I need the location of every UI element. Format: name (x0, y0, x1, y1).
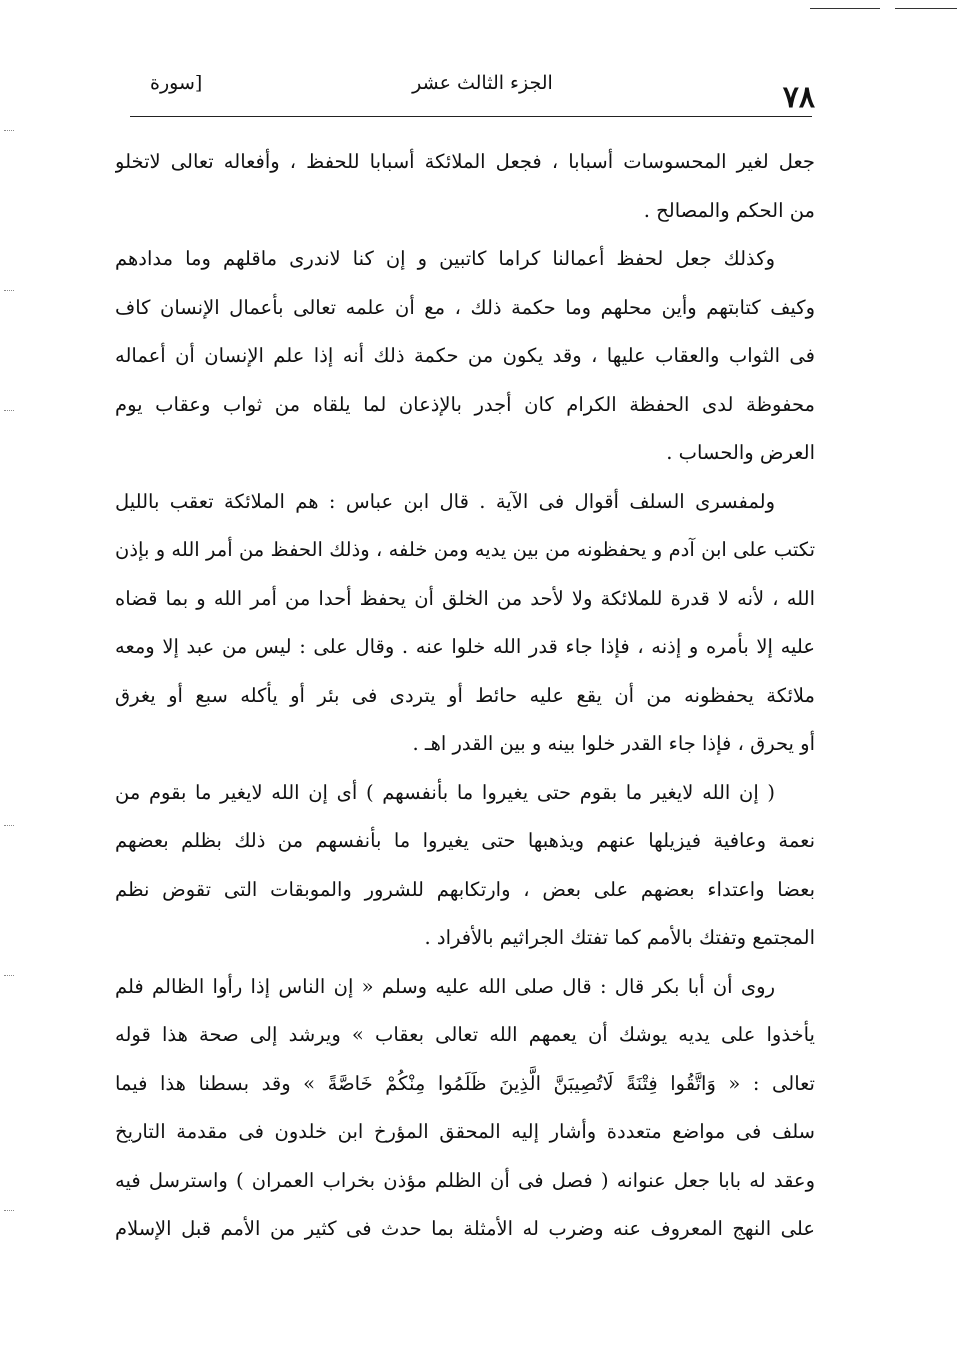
text-line: العرض والحساب . (666, 441, 815, 464)
text-line: أو يحرق ، فإذا جاء القدر خلوا بينه و بين القدر اهـ . (412, 732, 815, 755)
paragraph (115, 138, 815, 235)
paragraph (115, 235, 815, 478)
text-line: نعمة وعافية فيزيلها عنهم ويذهبها حتى يغيروا ما بأنفسهم من ذلك بظلم بعضهم (115, 829, 815, 852)
top-edge-rule (810, 8, 880, 9)
margin-speck (4, 825, 14, 826)
text-line: تعالى : « وَاتَّقُوا فِتْنَةً لَاتُصِيبَنَّ الَّذِينَ ظَلَمُوا مِنْكُمْ خَاصَّةً » وقد بسطنا هذا فيما (115, 1071, 815, 1095)
top-edge-rule (895, 8, 957, 9)
text-line: وكيف كتابتهم وأين محلهم وما حكمة ذلك ، مع أن علمه تعالى بأعمال الإنسان كاف (115, 295, 815, 319)
margin-speck (4, 130, 14, 131)
page-header (150, 66, 815, 115)
text-line: وعقد له بابا جعل عنوانه ( فصل فى أن الظلم مؤذن بخراب العمران ) واسترسل فيه (115, 1168, 815, 1192)
text-line: بعضا واعتداء بعضهم على بعض ، وارتكابهم للشرور والموبقات التى تقوض نظم (115, 877, 815, 901)
text-line: يأخذوا على يديه يوشك أن يعمهم الله تعالى بعقاب » ويرشد إلى صحة هذا قوله (115, 1023, 815, 1046)
text-line: من الحكم والمصالح . (643, 198, 815, 222)
text-line: ولمفسرى السلف أقوال فى الآية . قال ابن عباس : هم الملائكة تعقب بالليل (115, 489, 775, 513)
running-head: الجزء الثالث عشر (412, 72, 553, 94)
text-line: ( إن الله لايغير ما بقوم حتى يغيروا ما بأنفسهم ) أى إن الله لايغير ما بقوم من (115, 780, 775, 804)
text-line: فى الثواب والعقاب عليها ، وقد يكون من حكمة ذلك أنه إذا علم الإنسان أن أعماله (115, 344, 815, 367)
paragraph (115, 478, 815, 769)
page-number: ٧٨ (782, 80, 815, 115)
text-line: المجتمع وتفتك بالأمم كما تفتك الجراثيم بالأفراد . (424, 926, 815, 949)
margin-speck (4, 1210, 14, 1211)
text-line: وكذلك جعل لحفظ أعمالنا كراما كاتبين و إن كنا لاندرى ماقلهم وما مدادهم (115, 247, 775, 270)
margin-speck (4, 975, 14, 976)
text-line: على النهج المعروف عنه وضرب له الأمثلة بما حدث فى كثير من الأمم قبل الإسلام (115, 1217, 815, 1240)
text-line: محفوظة لدى الحفظة الكرام كان أجدر بالإذعان لما يلقاه من ثواب وعقاب يوم (115, 392, 815, 416)
text-line: ملائكة يحفظونه من أن يقع عليه حائط أو يتردى فى بئر أو يأكله سبع أو يغرق (115, 683, 815, 707)
text-line: روى أن أبا بكر قال : قال صلى الله عليه وسلم « إن الناس إذا رأوا الظالم فلم (115, 974, 775, 998)
text-line: الله ، لأنه لا قدرة للملائكة ولا لأحد من الخلق أن يحفظ أحدا من أمر الله و بما قضاه (115, 586, 815, 610)
paragraph (115, 769, 815, 963)
chapter-title: [سورة (150, 72, 203, 94)
header-rule (130, 116, 812, 117)
text-line: تكتب على ابن آدم و يحفظونه من بين يديه ومن خلفه ، وذلك الحفظ من أمر الله و بإذن (115, 538, 815, 561)
text-line: سلف فى مواضع متعددة وأشار إليه المحقق المؤرخ ابن خلدون فى مقدمة التاريخ (115, 1120, 815, 1143)
paragraph (115, 963, 815, 1254)
text-line: عليه إلا بأمره و إذنه ، فإذا جاء قدر الله خلوا عنه . وقال على : ليس من عبد إلا ومعه (115, 635, 815, 658)
body-text (115, 138, 815, 1254)
margin-speck (4, 410, 14, 411)
text-line: جعل لغير المحسوسات أسبابا ، فجعل الملائكة أسبابا للحفظ ، وأفعاله تعالى لاتخلو (115, 150, 815, 173)
margin-speck (4, 290, 14, 291)
